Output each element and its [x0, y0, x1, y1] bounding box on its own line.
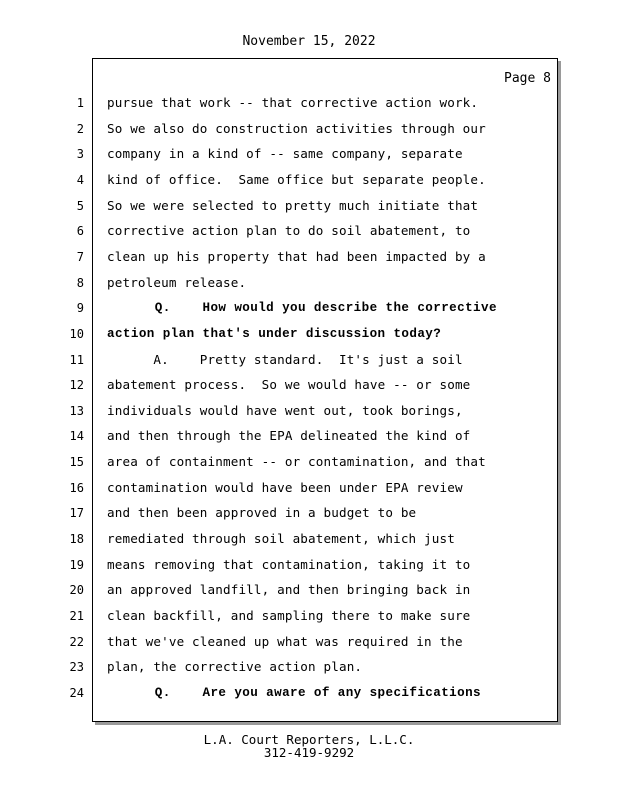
court-reporter-name: L.A. Court Reporters, L.L.C.	[203, 732, 415, 747]
line-number: 3	[76, 147, 84, 161]
transcript-line: So we also do construction activities through our	[107, 121, 486, 136]
line-number: 11	[69, 353, 84, 367]
transcript-line: an approved landfill, and then bringing back in	[107, 582, 471, 597]
question-line: Q. How would you describe the corrective	[107, 301, 497, 315]
transcript-line: company in a kind of -- same company, separate	[107, 146, 463, 161]
page-number: Page 8	[504, 71, 551, 86]
line-number: 8	[76, 276, 84, 290]
question-line: action plan that's under discussion today?	[107, 327, 442, 341]
transcript-line: plan, the corrective action plan.	[107, 659, 363, 674]
line-number: 17	[69, 506, 84, 520]
transcript-line: corrective action plan to do soil abatement, to	[107, 223, 471, 238]
transcript-date: November 15, 2022	[242, 34, 376, 49]
line-number: 7	[76, 250, 84, 264]
transcript-line: that we've cleaned up what was required in the	[107, 634, 463, 649]
line-number: 5	[76, 199, 84, 213]
line-number: 12	[69, 378, 84, 392]
line-number: 2	[76, 122, 84, 136]
transcript-line: So we were selected to pretty much initiate that	[107, 198, 479, 213]
transcript-line: pursue that work -- that corrective action work.	[107, 95, 479, 110]
line-number: 13	[69, 404, 84, 418]
line-number: 24	[69, 686, 84, 700]
line-number: 18	[69, 532, 84, 546]
footer	[0, 733, 618, 759]
line-number: 22	[69, 635, 84, 649]
line-number: 19	[69, 558, 84, 572]
court-reporter-phone: 312-419-9292	[263, 745, 355, 760]
line-number: 20	[69, 583, 84, 597]
transcript-line: clean up his property that had been impacted by a	[107, 249, 486, 264]
line-number: 21	[69, 609, 84, 623]
line-number: 14	[69, 429, 84, 443]
line-number: 10	[69, 327, 84, 341]
transcript-line: and then through the EPA delineated the kind of	[107, 428, 471, 443]
transcript-line: petroleum release.	[107, 275, 247, 290]
line-number: 16	[69, 481, 84, 495]
question-line: Q. Are you aware of any specifications	[107, 686, 482, 700]
transcript-line: remediated through soil abatement, which just	[107, 531, 455, 546]
transcript-line: clean backfill, and sampling there to make sure	[107, 608, 471, 623]
transcript-line: and then been approved in a budget to be	[107, 505, 417, 520]
line-number: 4	[76, 173, 84, 187]
transcript-line: abatement process. So we would have -- or some	[107, 377, 471, 392]
transcript-line: A. Pretty standard. It's just a soil	[107, 352, 463, 367]
line-number: 15	[69, 455, 84, 469]
transcript-line: contamination would have been under EPA review	[107, 480, 463, 495]
line-number: 9	[76, 301, 84, 315]
line-number: 23	[69, 660, 84, 674]
line-number: 6	[76, 224, 84, 238]
line-number: 1	[76, 96, 84, 110]
transcript-line: area of containment -- or contamination, and that	[107, 454, 486, 469]
transcript-line: means removing that contamination, taking it to	[107, 557, 471, 572]
transcript-line: kind of office. Same office but separate people.	[107, 172, 486, 187]
transcript-line: individuals would have went out, took borings,	[107, 403, 463, 418]
